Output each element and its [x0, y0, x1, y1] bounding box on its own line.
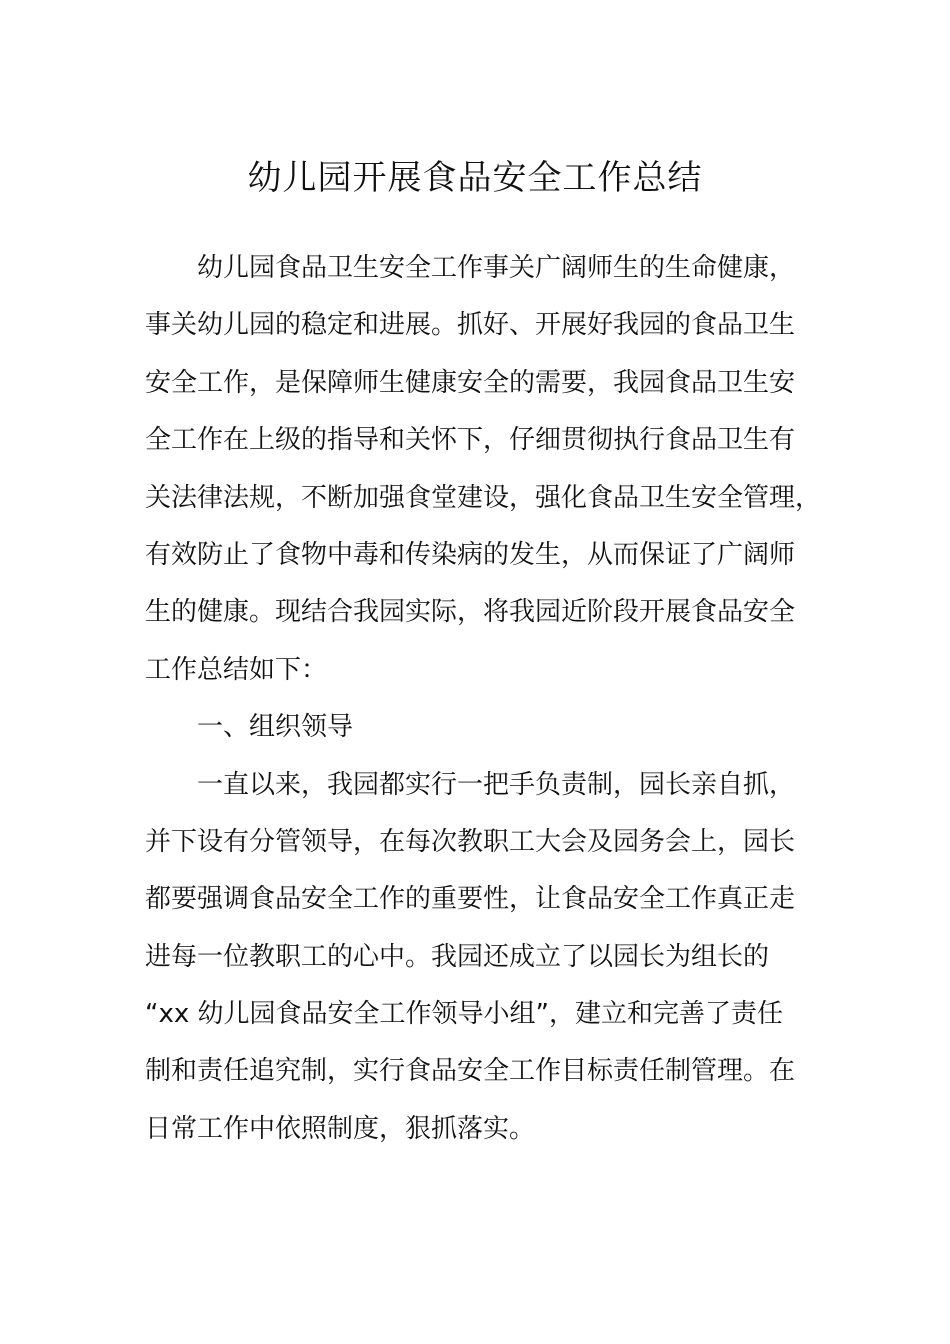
text-line: 全工作在上级的指导和关怀下，仔细贯彻执行食品卫生有	[145, 425, 796, 456]
text-line: 都要强调食品安全工作的重要性，让食品安全工作真正走	[145, 884, 796, 915]
text-line: 安全工作，是保障师生健康安全的需要，我园食品卫生安	[145, 367, 796, 398]
text-line: 日常工作中依照制度，狠抓落实。	[145, 1113, 536, 1144]
text-line: 生的健康。现结合我园实际，将我园近阶段开展食品安全	[145, 597, 796, 628]
text-line: 一、组织领导	[197, 712, 354, 743]
text-line: 一直以来，我园都实行一把手负责制，园长亲自抓，	[197, 769, 796, 800]
text-line: 事关幼儿园的稳定和进展。抓好、开展好我园的食品卫生	[145, 310, 796, 341]
text-line: 有效防止了食物中毒和传染病的发生，从而保证了广阔师	[145, 539, 796, 570]
text-line: 并下设有分管领导，在每次教职工大会及园务会上，园长	[145, 826, 796, 857]
text-line: 关法律法规，不断加强食堂建设，强化食品卫生安全管理，	[145, 482, 822, 513]
document-title: 幼儿园开展食品安全工作总结	[247, 158, 703, 198]
document-body	[145, 240, 822, 1158]
text-line: 幼儿园食品卫生安全工作事关广阔师生的生命健康，	[197, 253, 796, 283]
text-line: 工作总结如下：	[145, 654, 328, 685]
text-line: “xx 幼儿园食品安全工作领导小组”，建立和完善了责任	[145, 999, 783, 1030]
text-line: 进每一位教职工的心中。我园还成立了以园长为组长的	[145, 941, 770, 972]
text-line: 制和责任追究制，实行食品安全工作目标责任制管理。在	[145, 1056, 796, 1087]
